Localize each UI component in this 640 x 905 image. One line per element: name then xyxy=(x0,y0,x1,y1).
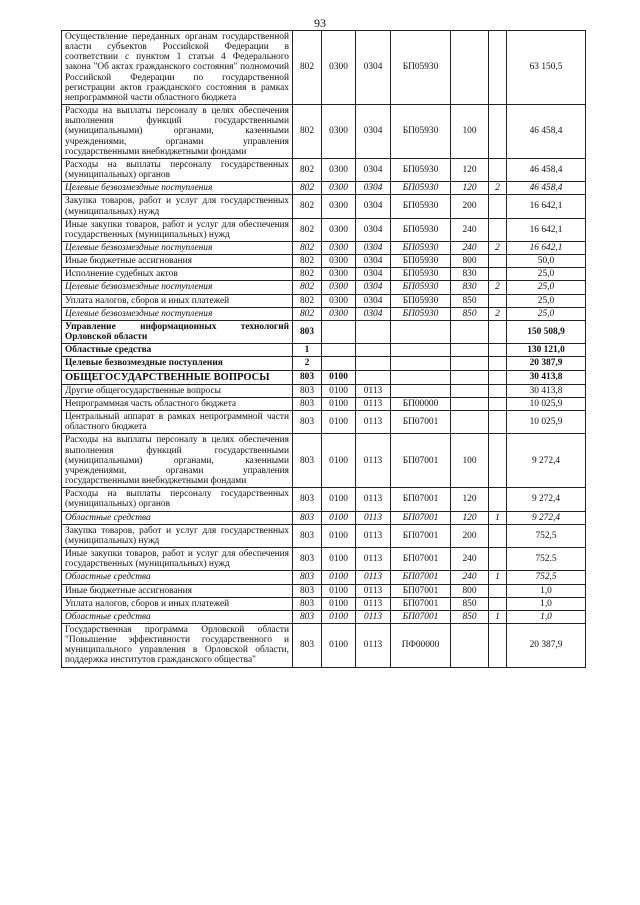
row-expense-type-cell: 240 xyxy=(451,571,489,584)
row-admin-code-cell: 802 xyxy=(293,294,322,307)
row-amount-cell: 46 458,4 xyxy=(507,158,586,181)
row-name-cell: Управление информационных технологий Орловской области xyxy=(62,320,293,343)
row-expense-type-cell xyxy=(451,623,489,667)
table-row xyxy=(62,411,586,434)
row-amount-cell: 1,0 xyxy=(507,584,586,597)
row-expense-type-cell: 800 xyxy=(451,584,489,597)
row-expense-type-cell: 850 xyxy=(451,597,489,610)
row-amount-cell: 46 458,4 xyxy=(507,182,586,195)
row-amount-cell: 25,0 xyxy=(507,268,586,281)
row-amount-cell: 150 508,9 xyxy=(507,320,586,343)
row-section-cell: 0300 xyxy=(322,255,356,268)
row-amount-cell: 16 642,1 xyxy=(507,241,586,254)
row-name-cell: Областные средства xyxy=(62,610,293,623)
row-admin-code-cell: 803 xyxy=(293,398,322,411)
row-admin-code-cell: 803 xyxy=(293,384,322,397)
row-name-cell: Целевые безвозмездные поступления xyxy=(62,182,293,195)
row-target-article-cell xyxy=(391,384,451,397)
table-row xyxy=(62,584,586,597)
row-section-cell: 0300 xyxy=(322,307,356,320)
row-expense-type-cell xyxy=(451,384,489,397)
row-name-cell: Расходы на выплаты персоналу государственных (муниципальных) органов xyxy=(62,488,293,511)
row-section-cell: 0100 xyxy=(322,571,356,584)
row-source-cell xyxy=(489,384,507,397)
row-subsection-cell xyxy=(356,320,391,343)
page-number: 93 xyxy=(314,16,326,30)
row-section-cell: 0300 xyxy=(322,182,356,195)
row-amount-cell: 16 642,1 xyxy=(507,195,586,218)
row-name-cell: Государственная программа Орловской области "Повышение эффективности государственного и муниципального управления в Орловской области, поддержка институтов гражданского общества" xyxy=(62,623,293,667)
row-expense-type-cell xyxy=(451,320,489,343)
row-target-article-cell xyxy=(391,344,451,357)
row-source-cell xyxy=(489,320,507,343)
row-target-article-cell: БП05930 xyxy=(391,218,451,241)
table-body xyxy=(62,31,586,668)
row-amount-cell: 50,0 xyxy=(507,255,586,268)
row-source-cell xyxy=(489,158,507,181)
row-amount-cell: 30 413,8 xyxy=(507,370,586,384)
row-subsection-cell: 0113 xyxy=(356,597,391,610)
row-target-article-cell: БП00000 xyxy=(391,398,451,411)
row-name-cell: Областные средства xyxy=(62,511,293,524)
row-expense-type-cell: 850 xyxy=(451,294,489,307)
row-section-cell: 0300 xyxy=(322,158,356,181)
row-subsection-cell: 0304 xyxy=(356,31,391,105)
row-amount-cell: 46 458,4 xyxy=(507,105,586,159)
row-amount-cell: 1,0 xyxy=(507,610,586,623)
row-admin-code-cell: 802 xyxy=(293,218,322,241)
row-target-article-cell: БП05930 xyxy=(391,255,451,268)
table-row xyxy=(62,524,586,547)
row-subsection-cell: 0113 xyxy=(356,384,391,397)
row-expense-type-cell xyxy=(451,398,489,411)
row-target-article-cell: БП05930 xyxy=(391,158,451,181)
row-name-cell: Центральный аппарат в рамках непрограммной части областного бюджета xyxy=(62,411,293,434)
row-subsection-cell: 0304 xyxy=(356,307,391,320)
row-expense-type-cell: 240 xyxy=(451,241,489,254)
row-admin-code-cell: 802 xyxy=(293,307,322,320)
row-target-article-cell: БП07001 xyxy=(391,511,451,524)
row-target-article-cell: БП07001 xyxy=(391,488,451,511)
row-subsection-cell: 0304 xyxy=(356,281,391,294)
row-subsection-cell: 0304 xyxy=(356,268,391,281)
row-expense-type-cell: 830 xyxy=(451,268,489,281)
row-source-cell xyxy=(489,105,507,159)
row-expense-type-cell: 850 xyxy=(451,307,489,320)
table-row xyxy=(62,281,586,294)
row-amount-cell: 20 387,9 xyxy=(507,623,586,667)
row-expense-type-cell: 120 xyxy=(451,182,489,195)
row-subsection-cell: 0304 xyxy=(356,158,391,181)
row-amount-cell: 9 272,4 xyxy=(507,434,586,488)
row-name-cell: Целевые безвозмездные поступления xyxy=(62,307,293,320)
table-row xyxy=(62,320,586,343)
table-row xyxy=(62,158,586,181)
row-target-article-cell: БП05930 xyxy=(391,307,451,320)
row-name-cell: Закупка товаров, работ и услуг для государственных (муниципальных) нужд xyxy=(62,524,293,547)
row-target-article-cell: БП05930 xyxy=(391,195,451,218)
row-expense-type-cell: 120 xyxy=(451,488,489,511)
row-section-cell: 0300 xyxy=(322,281,356,294)
row-source-cell xyxy=(489,268,507,281)
row-section-cell: 0300 xyxy=(322,268,356,281)
row-admin-code-cell: 803 xyxy=(293,488,322,511)
row-subsection-cell: 0113 xyxy=(356,524,391,547)
row-source-cell xyxy=(489,195,507,218)
table-row xyxy=(62,241,586,254)
row-expense-type-cell: 200 xyxy=(451,524,489,547)
row-name-cell: Иные бюджетные ассигнования xyxy=(62,255,293,268)
row-target-article-cell: БП05930 xyxy=(391,241,451,254)
row-expense-type-cell: 120 xyxy=(451,511,489,524)
row-name-cell: Закупка товаров, работ и услуг для государственных (муниципальных) нужд xyxy=(62,195,293,218)
row-section-cell: 0100 xyxy=(322,524,356,547)
row-section-cell: 0100 xyxy=(322,370,356,384)
row-expense-type-cell xyxy=(451,357,489,370)
row-amount-cell: 1,0 xyxy=(507,597,586,610)
table-row xyxy=(62,571,586,584)
row-target-article-cell: БП05930 xyxy=(391,182,451,195)
row-name-cell: Другие общегосударственные вопросы xyxy=(62,384,293,397)
row-section-cell: 0100 xyxy=(322,584,356,597)
row-section-cell: 0300 xyxy=(322,294,356,307)
row-section-cell xyxy=(322,320,356,343)
row-source-cell xyxy=(489,398,507,411)
row-source-cell: 2 xyxy=(489,307,507,320)
row-name-cell: Непрограммная часть областного бюджета xyxy=(62,398,293,411)
row-admin-code-cell: 802 xyxy=(293,182,322,195)
row-admin-code-cell: 803 xyxy=(293,511,322,524)
row-target-article-cell: БП05930 xyxy=(391,105,451,159)
row-name-cell: Уплата налогов, сборов и иных платежей xyxy=(62,294,293,307)
row-source-cell xyxy=(489,344,507,357)
row-amount-cell: 25,0 xyxy=(507,281,586,294)
row-admin-code-cell: 802 xyxy=(293,158,322,181)
row-target-article-cell: БП07001 xyxy=(391,411,451,434)
row-admin-code-cell: 1 xyxy=(293,344,322,357)
row-target-article-cell: БП07001 xyxy=(391,524,451,547)
row-name-cell: Целевые безвозмездные поступления xyxy=(62,357,293,370)
row-source-cell xyxy=(489,597,507,610)
row-subsection-cell: 0113 xyxy=(356,411,391,434)
row-subsection-cell: 0304 xyxy=(356,105,391,159)
row-amount-cell: 25,0 xyxy=(507,307,586,320)
row-admin-code-cell: 803 xyxy=(293,548,322,571)
row-source-cell xyxy=(489,434,507,488)
row-source-cell: 2 xyxy=(489,182,507,195)
row-source-cell xyxy=(489,255,507,268)
table-row xyxy=(62,105,586,159)
table-row xyxy=(62,31,586,105)
row-admin-code-cell: 803 xyxy=(293,597,322,610)
row-amount-cell: 10 025,9 xyxy=(507,411,586,434)
budget-table xyxy=(61,30,586,668)
row-name-cell: Областные средства xyxy=(62,344,293,357)
row-subsection-cell: 0113 xyxy=(356,398,391,411)
row-name-cell: Целевые безвозмездные поступления xyxy=(62,281,293,294)
row-amount-cell: 63 150,5 xyxy=(507,31,586,105)
row-admin-code-cell: 802 xyxy=(293,31,322,105)
row-target-article-cell: БП07001 xyxy=(391,610,451,623)
table-row xyxy=(62,255,586,268)
row-subsection-cell: 0113 xyxy=(356,571,391,584)
row-amount-cell: 10 025,9 xyxy=(507,398,586,411)
row-target-article-cell: ПФ00000 xyxy=(391,623,451,667)
row-source-cell xyxy=(489,357,507,370)
row-expense-type-cell xyxy=(451,344,489,357)
row-name-cell: Расходы на выплаты персоналу в целях обеспечения выполнения функций государственными (муниципальными) органами, казенными учреждениями, органами управления государственными внебюджетными фондами xyxy=(62,434,293,488)
table-row xyxy=(62,488,586,511)
row-section-cell: 0300 xyxy=(322,218,356,241)
row-amount-cell: 752.5 xyxy=(507,548,586,571)
row-expense-type-cell xyxy=(451,370,489,384)
row-target-article-cell: БП07001 xyxy=(391,597,451,610)
row-source-cell: 2 xyxy=(489,281,507,294)
row-target-article-cell: БП07001 xyxy=(391,548,451,571)
row-subsection-cell: 0304 xyxy=(356,294,391,307)
row-amount-cell: 16 642,1 xyxy=(507,218,586,241)
row-subsection-cell xyxy=(356,344,391,357)
row-admin-code-cell: 803 xyxy=(293,434,322,488)
row-target-article-cell xyxy=(391,370,451,384)
row-section-cell: 0100 xyxy=(322,398,356,411)
row-name-cell: Осуществление переданных органам государственной власти субъектов Российской Федерации в соответствии с пунктом 1 статьи 4 Федерального закона "Об актах гражданского состояния" полномочий Российской Федерации по государственной регистрации актов гражданского состояния в рамках непрограммной части областного бюджета xyxy=(62,31,293,105)
row-source-cell: 1 xyxy=(489,610,507,623)
row-admin-code-cell: 803 xyxy=(293,623,322,667)
row-expense-type-cell xyxy=(451,31,489,105)
row-admin-code-cell: 803 xyxy=(293,370,322,384)
row-subsection-cell: 0113 xyxy=(356,610,391,623)
row-admin-code-cell: 803 xyxy=(293,584,322,597)
table-row xyxy=(62,434,586,488)
row-name-cell: Иные закупки товаров, работ и услуг для обеспечения государственных (муниципальных) нужд xyxy=(62,218,293,241)
row-expense-type-cell xyxy=(451,411,489,434)
table-row xyxy=(62,307,586,320)
row-section-cell: 0300 xyxy=(322,31,356,105)
row-source-cell xyxy=(489,623,507,667)
row-name-cell: Иные закупки товаров, работ и услуг для обеспечения государственных (муниципальных) нужд xyxy=(62,548,293,571)
row-admin-code-cell: 803 xyxy=(293,524,322,547)
row-admin-code-cell: 802 xyxy=(293,268,322,281)
row-amount-cell: 30 413,8 xyxy=(507,384,586,397)
row-admin-code-cell: 802 xyxy=(293,105,322,159)
row-target-article-cell xyxy=(391,357,451,370)
row-expense-type-cell: 830 xyxy=(451,281,489,294)
row-expense-type-cell: 800 xyxy=(451,255,489,268)
row-target-article-cell: БП05930 xyxy=(391,268,451,281)
row-source-cell xyxy=(489,584,507,597)
table-row xyxy=(62,597,586,610)
row-subsection-cell: 0113 xyxy=(356,434,391,488)
table-row xyxy=(62,294,586,307)
table-row xyxy=(62,623,586,667)
row-amount-cell: 752,5 xyxy=(507,571,586,584)
row-subsection-cell xyxy=(356,370,391,384)
row-target-article-cell: БП05930 xyxy=(391,281,451,294)
row-subsection-cell: 0113 xyxy=(356,511,391,524)
row-amount-cell: 9 272,4 xyxy=(507,488,586,511)
table-row xyxy=(62,268,586,281)
row-source-cell xyxy=(489,31,507,105)
row-source-cell xyxy=(489,294,507,307)
row-source-cell: 2 xyxy=(489,241,507,254)
row-admin-code-cell: 803 xyxy=(293,411,322,434)
row-section-cell: 0100 xyxy=(322,623,356,667)
row-section-cell: 0100 xyxy=(322,384,356,397)
row-target-article-cell xyxy=(391,320,451,343)
row-subsection-cell: 0304 xyxy=(356,241,391,254)
row-target-article-cell: БП05930 xyxy=(391,294,451,307)
table-row xyxy=(62,357,586,370)
row-expense-type-cell: 240 xyxy=(451,548,489,571)
table-row xyxy=(62,384,586,397)
row-section-cell: 0100 xyxy=(322,434,356,488)
row-amount-cell: 20 387,9 xyxy=(507,357,586,370)
row-name-cell: Уплата налогов, сборов и иных платежей xyxy=(62,597,293,610)
row-source-cell xyxy=(489,218,507,241)
row-section-cell: 0100 xyxy=(322,548,356,571)
row-target-article-cell: БП07001 xyxy=(391,584,451,597)
row-section-cell xyxy=(322,344,356,357)
row-admin-code-cell: 2 xyxy=(293,357,322,370)
row-admin-code-cell: 802 xyxy=(293,281,322,294)
table-row xyxy=(62,344,586,357)
row-expense-type-cell: 240 xyxy=(451,218,489,241)
row-name-cell: Расходы на выплаты персоналу в целях обеспечения выполнения функций государственными (муниципальными) органами, казенными учреждениями, органами управления государственными внебюджетными фондами xyxy=(62,105,293,159)
row-name-cell: Исполнение судебных актов xyxy=(62,268,293,281)
row-section-cell: 0300 xyxy=(322,241,356,254)
row-name-cell: Расходы на выплаты персоналу государственных (муниципальных) органов xyxy=(62,158,293,181)
row-source-cell xyxy=(489,370,507,384)
row-subsection-cell: 0113 xyxy=(356,548,391,571)
table-row xyxy=(62,370,586,384)
row-admin-code-cell: 803 xyxy=(293,320,322,343)
table-row xyxy=(62,182,586,195)
row-section-cell: 0300 xyxy=(322,105,356,159)
row-subsection-cell: 0304 xyxy=(356,218,391,241)
row-section-cell: 0100 xyxy=(322,610,356,623)
row-expense-type-cell: 200 xyxy=(451,195,489,218)
table-row xyxy=(62,610,586,623)
row-subsection-cell: 0304 xyxy=(356,255,391,268)
row-target-article-cell: БП07001 xyxy=(391,571,451,584)
row-section-cell: 0100 xyxy=(322,411,356,434)
row-source-cell xyxy=(489,524,507,547)
table-row xyxy=(62,398,586,411)
row-expense-type-cell: 100 xyxy=(451,434,489,488)
table-row xyxy=(62,195,586,218)
row-subsection-cell: 0304 xyxy=(356,195,391,218)
row-name-cell: ОБЩЕГОСУДАРСТВЕННЫЕ ВОПРОСЫ xyxy=(62,370,293,384)
row-name-cell: Иные бюджетные ассигнования xyxy=(62,584,293,597)
row-source-cell: 1 xyxy=(489,511,507,524)
row-amount-cell: 130 121,0 xyxy=(507,344,586,357)
row-admin-code-cell: 802 xyxy=(293,241,322,254)
row-source-cell xyxy=(489,548,507,571)
row-subsection-cell: 0113 xyxy=(356,623,391,667)
row-section-cell: 0100 xyxy=(322,488,356,511)
row-admin-code-cell: 802 xyxy=(293,255,322,268)
row-admin-code-cell: 802 xyxy=(293,195,322,218)
row-expense-type-cell: 850 xyxy=(451,610,489,623)
row-expense-type-cell: 100 xyxy=(451,105,489,159)
row-source-cell xyxy=(489,411,507,434)
row-source-cell: 1 xyxy=(489,571,507,584)
row-subsection-cell: 0113 xyxy=(356,584,391,597)
row-amount-cell: 752,5 xyxy=(507,524,586,547)
row-subsection-cell: 0113 xyxy=(356,488,391,511)
row-expense-type-cell: 120 xyxy=(451,158,489,181)
row-subsection-cell: 0304 xyxy=(356,182,391,195)
row-admin-code-cell: 803 xyxy=(293,571,322,584)
row-name-cell: Областные средства xyxy=(62,571,293,584)
table-row xyxy=(62,511,586,524)
row-source-cell xyxy=(489,488,507,511)
row-amount-cell: 9 272,4 xyxy=(507,511,586,524)
row-section-cell: 0300 xyxy=(322,195,356,218)
row-section-cell: 0100 xyxy=(322,511,356,524)
row-subsection-cell xyxy=(356,357,391,370)
table-row xyxy=(62,218,586,241)
row-section-cell xyxy=(322,357,356,370)
row-amount-cell: 25,0 xyxy=(507,294,586,307)
table-row xyxy=(62,548,586,571)
row-target-article-cell: БП05930 xyxy=(391,31,451,105)
row-section-cell: 0100 xyxy=(322,597,356,610)
row-name-cell: Целевые безвозмездные поступления xyxy=(62,241,293,254)
row-admin-code-cell: 803 xyxy=(293,610,322,623)
row-target-article-cell: БП07001 xyxy=(391,434,451,488)
